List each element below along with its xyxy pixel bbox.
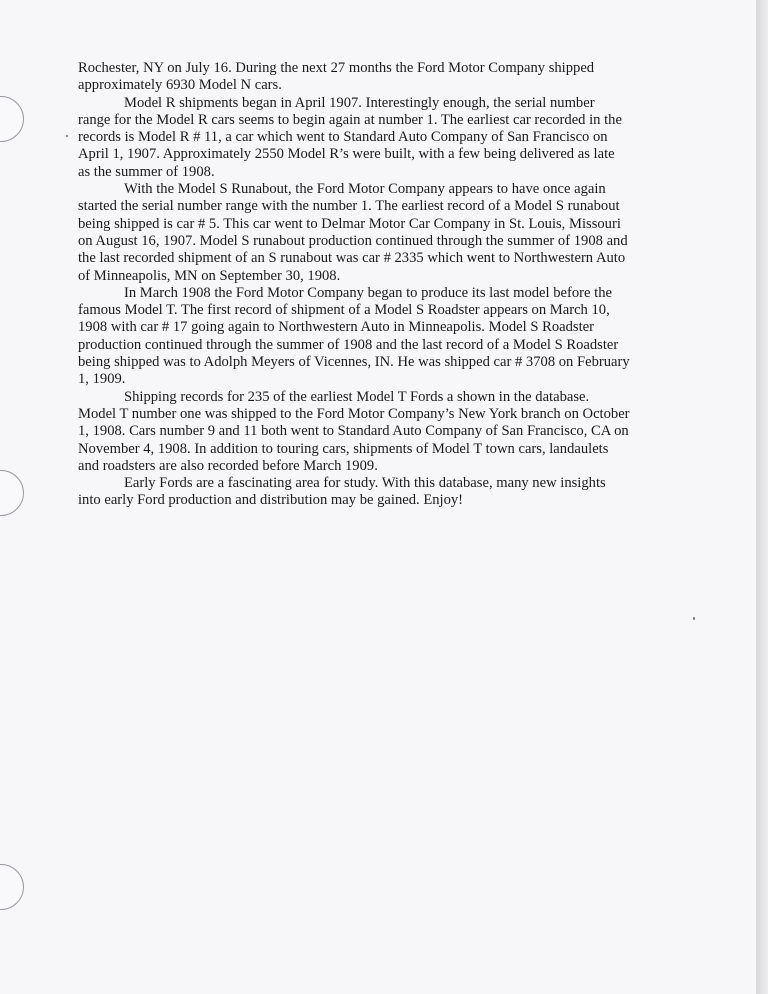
punch-hole-top [0, 96, 24, 142]
scan-speck [693, 617, 695, 620]
document-body [78, 60, 630, 510]
paragraph-model-t: Shipping records for 235 of the earliest Model T Fords a shown in the database. Model T number one was shipped to the Ford Motor Company’s New York branch on October 1, 1908. Cars number 9 and 11 both went to Standard Auto Company of San Francisco, CA on November 4, 1908. In addition to touring cars, shipments of Model T town cars, landaulets and roadsters are also recorded before March 1909. [78, 388, 630, 474]
scan-speck [66, 135, 68, 137]
paragraph-model-r: Model R shipments began in April 1907. Interestingly enough, the serial number range for the Model R cars seems to begin again at number 1. The earliest car recorded in the records is Model R # 11, a car which went to Standard Auto Company of San Francisco on April 1, 1907. Approximately 2550 Model R’s were built, with a few being delivered as late as the summer of 1908. [78, 94, 622, 180]
punch-hole-bottom [0, 864, 24, 910]
paragraph-continued: Rochester, NY on July 16. During the next 27 months the Ford Motor Company shipped approximately 6930 Model N cars. [78, 60, 595, 94]
paragraph-model-s-roadster: In March 1908 the Ford Motor Company began to produce its last model before the famous Model T. The first record of shipment of a Model S Roadster appears on March 10, 1908 with car # 17 going again to Northwestern Auto in Minneapolis. Model S Roadster production continued through the summer of 1908 and the last record of a Model S Roadster being shipped was to Adolph Meyers of Vicennes, IN. He was shipped car # 3708 on February 1, 1909. [78, 284, 630, 388]
paragraph-model-s-runabout: With the Model S Runabout, the Ford Motor Company appears to have once again started the serial number range with the number 1. The earliest record of a Model S runabout being shipped is car # 5. This car went to Delmar Motor Car Company in St. Louis, Missouri on August 16, 1907. Model S runabout production continued through the summer of 1908 and the last recorded shipment of an S runabout was car # 2335 which went to Northwestern Auto of Minneapolis, MN on September 30, 1908. [78, 181, 628, 284]
punch-hole-middle [0, 470, 24, 516]
page-edge-shadow [756, 0, 768, 994]
paragraph-closing: Early Fords are a fascinating area for study. With this database, many new insights into early Ford production and distribution may be gained. Enjoy! [78, 475, 606, 509]
